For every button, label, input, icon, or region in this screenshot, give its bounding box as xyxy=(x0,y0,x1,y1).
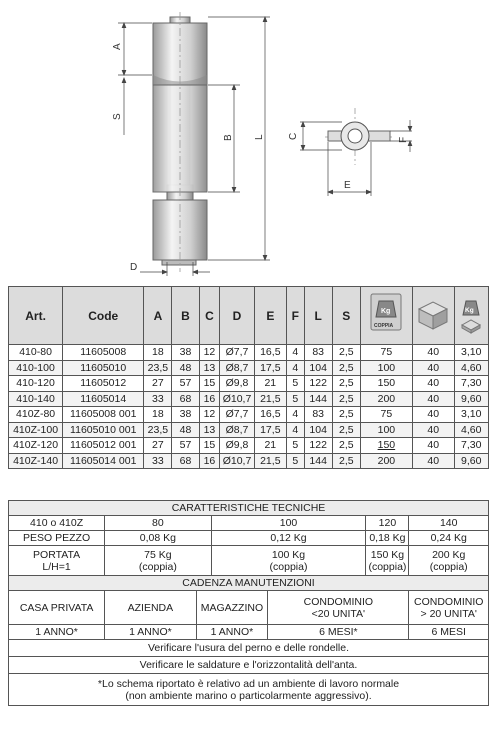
dim-label-f: F xyxy=(398,136,409,143)
note-welding: Verificare le saldature e l'orizzontalità dell'anta. xyxy=(9,657,489,674)
cell-capacity: 150 xyxy=(360,376,412,392)
hinge-top-view xyxy=(325,108,392,165)
capacity-140-value: 200 Kg xyxy=(432,548,466,561)
size-120: 120 xyxy=(366,516,409,531)
capacity-120-value: 150 Kg xyxy=(370,548,405,561)
maint-header-private xyxy=(9,591,105,625)
spec-table xyxy=(8,286,489,469)
cell-art: 410Z-140 xyxy=(9,453,63,469)
cell-a: 23,5 xyxy=(144,422,172,438)
maintenance-title: CADENZA MANUTENZIONI xyxy=(9,576,489,591)
cell-f: 4 xyxy=(286,422,304,438)
size-80: 80 xyxy=(105,516,211,531)
table-row xyxy=(9,407,489,423)
cell-l: 122 xyxy=(304,376,332,392)
cell-b: 68 xyxy=(172,391,199,407)
dim-label-e: E xyxy=(344,180,351,191)
footnote-line-2: (non ambiente marino o particolarmente aggressivo). xyxy=(125,689,372,702)
maint-condo-small: 6 MESI* xyxy=(268,625,409,640)
cell-art: 410Z-120 xyxy=(9,438,63,454)
cell-f: 4 xyxy=(286,360,304,376)
weight-label: PESO PEZZO xyxy=(9,531,105,546)
capacity-label-1: PORTATA xyxy=(33,548,81,561)
dim-label-a: A xyxy=(112,43,123,50)
cell-d: Ø9,8 xyxy=(220,376,254,392)
cell-c: 13 xyxy=(199,360,220,376)
maint-company: 1 ANNO* xyxy=(105,625,196,640)
cell-e: 21,5 xyxy=(254,453,286,469)
dim-label-c: C xyxy=(288,132,299,140)
dim-label-s: S xyxy=(112,113,123,120)
hinge-technical-drawing xyxy=(0,0,496,282)
cell-f: 4 xyxy=(286,407,304,423)
cell-c: 15 xyxy=(199,438,220,454)
maint-condo-large: 6 MESI xyxy=(409,625,489,640)
cell-b: 48 xyxy=(172,360,199,376)
maint-header-condo-small-text: CONDOMINIO <20 UNITA' xyxy=(303,595,374,620)
cell-e: 17,5 xyxy=(254,360,286,376)
col-header-f: F xyxy=(286,287,304,345)
cell-s: 2,5 xyxy=(332,360,360,376)
model-label: 410 o 410Z xyxy=(9,516,105,531)
maint-header-company-text: AZIENDA xyxy=(127,601,174,614)
unit-weight-kg: Kg xyxy=(465,306,474,314)
cell-f: 5 xyxy=(286,376,304,392)
cell-packaging: 40 xyxy=(412,438,454,454)
cell-capacity: 100 xyxy=(360,360,412,376)
cell-s: 2,5 xyxy=(332,422,360,438)
capacity-120-unit: (coppia) xyxy=(368,560,407,573)
cell-l: 144 xyxy=(304,391,332,407)
dim-label-l: L xyxy=(254,134,265,140)
cell-capacity: 75 xyxy=(360,345,412,361)
col-header-unit-weight xyxy=(454,287,488,345)
cell-c: 12 xyxy=(199,407,220,423)
weight-80: 0,08 Kg xyxy=(105,531,211,546)
cell-code: 11605012 001 xyxy=(63,438,144,454)
col-header-l: L xyxy=(304,287,332,345)
cell-packaging: 40 xyxy=(412,345,454,361)
cell-unit-weight: 7,30 xyxy=(454,438,488,454)
col-header-code: Code xyxy=(63,287,144,345)
cell-packaging: 40 xyxy=(412,407,454,423)
packaging-box-icon xyxy=(415,297,451,331)
cell-code: 11605014 xyxy=(63,391,144,407)
capacity-80 xyxy=(105,546,211,576)
cell-a: 27 xyxy=(144,376,172,392)
cell-capacity: 200 xyxy=(360,391,412,407)
cell-d: Ø8,7 xyxy=(220,422,254,438)
cell-l: 122 xyxy=(304,438,332,454)
weight-120: 0,18 Kg xyxy=(366,531,409,546)
maint-header-condo-large xyxy=(409,591,489,625)
cell-f: 5 xyxy=(286,391,304,407)
cell-unit-weight: 4,60 xyxy=(454,422,488,438)
footnote xyxy=(9,674,489,706)
cell-e: 21 xyxy=(254,438,286,454)
size-100: 100 xyxy=(211,516,366,531)
cell-art: 410-80 xyxy=(9,345,63,361)
table-row xyxy=(9,376,489,392)
cell-a: 23,5 xyxy=(144,360,172,376)
table-row xyxy=(9,453,489,469)
cell-c: 13 xyxy=(199,422,220,438)
cell-unit-weight: 7,30 xyxy=(454,376,488,392)
cell-c: 15 xyxy=(199,376,220,392)
cell-capacity: 150 xyxy=(360,438,412,454)
weight-icon-kg: Kg xyxy=(381,308,391,315)
cell-code: 11605010 001 xyxy=(63,422,144,438)
cell-capacity: 100 xyxy=(360,422,412,438)
cell-art: 410-100 xyxy=(9,360,63,376)
cell-f: 5 xyxy=(286,438,304,454)
capacity-80-unit: (coppia) xyxy=(138,560,177,573)
cell-c: 16 xyxy=(199,453,220,469)
weight-capacity-icon xyxy=(369,291,403,337)
cell-s: 2,5 xyxy=(332,438,360,454)
cell-d: Ø7,7 xyxy=(220,345,254,361)
cell-e: 17,5 xyxy=(254,422,286,438)
col-header-capacity xyxy=(360,287,412,345)
table-row xyxy=(9,360,489,376)
cell-s: 2,5 xyxy=(332,453,360,469)
cell-code: 11605008 001 xyxy=(63,407,144,423)
cell-art: 410Z-100 xyxy=(9,422,63,438)
col-header-packaging xyxy=(412,287,454,345)
weight-100: 0,12 Kg xyxy=(211,531,366,546)
col-header-art: Art. xyxy=(9,287,63,345)
cell-b: 38 xyxy=(172,407,199,423)
capacity-80-value: 75 Kg xyxy=(144,548,172,561)
cell-code: 11605010 xyxy=(63,360,144,376)
dim-label-b: B xyxy=(223,134,234,141)
cell-a: 33 xyxy=(144,453,172,469)
capacity-100-unit: (coppia) xyxy=(269,560,308,573)
cell-s: 2,5 xyxy=(332,345,360,361)
note-pin-wear: Verificare l'usura del perno e delle rondelle. xyxy=(9,640,489,657)
cell-packaging: 40 xyxy=(412,360,454,376)
maint-header-warehouse xyxy=(196,591,268,625)
cell-art: 410Z-80 xyxy=(9,407,63,423)
cell-l: 104 xyxy=(304,360,332,376)
cell-a: 33 xyxy=(144,391,172,407)
cell-e: 16,5 xyxy=(254,345,286,361)
cell-b: 57 xyxy=(172,376,199,392)
dim-label-d: D xyxy=(130,262,138,273)
size-140: 140 xyxy=(409,516,489,531)
cell-d: Ø9,8 xyxy=(220,438,254,454)
cell-art: 410-140 xyxy=(9,391,63,407)
table-row xyxy=(9,438,489,454)
cell-unit-weight: 3,10 xyxy=(454,407,488,423)
cell-unit-weight: 3,10 xyxy=(454,345,488,361)
cell-e: 21,5 xyxy=(254,391,286,407)
cell-l: 83 xyxy=(304,407,332,423)
cell-code: 11605014 001 xyxy=(63,453,144,469)
cell-d: Ø10,7 xyxy=(220,453,254,469)
cell-l: 144 xyxy=(304,453,332,469)
capacity-140-unit: (coppia) xyxy=(429,560,468,573)
cell-s: 2,5 xyxy=(332,407,360,423)
cell-packaging: 40 xyxy=(412,422,454,438)
cell-art: 410-120 xyxy=(9,376,63,392)
capacity-100 xyxy=(211,546,366,576)
unit-weight-icon xyxy=(460,297,482,335)
cell-s: 2,5 xyxy=(332,376,360,392)
col-header-b: B xyxy=(172,287,199,345)
cell-unit-weight: 4,60 xyxy=(454,360,488,376)
maint-warehouse: 1 ANNO* xyxy=(196,625,268,640)
maint-header-condo-large-text: CONDOMINIO > 20 UNITA' xyxy=(413,595,484,620)
cell-c: 12 xyxy=(199,345,220,361)
cell-b: 48 xyxy=(172,422,199,438)
cell-c: 16 xyxy=(199,391,220,407)
weight-icon-coppia: COPPIA xyxy=(374,323,394,329)
cell-packaging: 40 xyxy=(412,376,454,392)
col-header-d: D xyxy=(220,287,254,345)
footnote-line-1: *Lo schema riportato è relativo ad un ambiente di lavoro normale xyxy=(97,677,400,690)
col-header-a: A xyxy=(144,287,172,345)
cell-unit-weight: 9,60 xyxy=(454,391,488,407)
cell-e: 16,5 xyxy=(254,407,286,423)
cell-b: 68 xyxy=(172,453,199,469)
table-row xyxy=(9,422,489,438)
cell-a: 18 xyxy=(144,407,172,423)
cell-l: 104 xyxy=(304,422,332,438)
table-row xyxy=(9,345,489,361)
cell-packaging: 40 xyxy=(412,453,454,469)
cell-f: 5 xyxy=(286,453,304,469)
cell-d: Ø7,7 xyxy=(220,407,254,423)
cell-capacity: 200 xyxy=(360,453,412,469)
maint-header-condo-small xyxy=(268,591,409,625)
cell-s: 2,5 xyxy=(332,391,360,407)
cell-a: 27 xyxy=(144,438,172,454)
col-header-s: S xyxy=(332,287,360,345)
cell-b: 38 xyxy=(172,345,199,361)
capacity-100-value: 100 Kg xyxy=(271,548,306,561)
maint-private: 1 ANNO* xyxy=(9,625,105,640)
cell-code: 11605008 xyxy=(63,345,144,361)
cell-capacity: 75 xyxy=(360,407,412,423)
weight-140: 0,24 Kg xyxy=(409,531,489,546)
technical-characteristics-table xyxy=(8,500,489,706)
cell-a: 18 xyxy=(144,345,172,361)
maint-header-private-text: CASA PRIVATA xyxy=(19,601,94,614)
cell-unit-weight: 9,60 xyxy=(454,453,488,469)
capacity-140 xyxy=(409,546,489,576)
cell-l: 83 xyxy=(304,345,332,361)
col-header-e: E xyxy=(254,287,286,345)
maint-header-warehouse-text: MAGAZZINO xyxy=(200,601,264,614)
cell-b: 57 xyxy=(172,438,199,454)
tech-title: CARATTERISTICHE TECNICHE xyxy=(9,501,489,516)
maint-header-company xyxy=(105,591,196,625)
cell-d: Ø10,7 xyxy=(220,391,254,407)
table-row xyxy=(9,391,489,407)
cell-f: 4 xyxy=(286,345,304,361)
spec-header-row xyxy=(9,287,489,345)
cell-e: 21 xyxy=(254,376,286,392)
capacity-120 xyxy=(366,546,409,576)
cell-d: Ø8,7 xyxy=(220,360,254,376)
cell-packaging: 40 xyxy=(412,391,454,407)
cell-code: 11605012 xyxy=(63,376,144,392)
col-header-c: C xyxy=(199,287,220,345)
capacity-label xyxy=(9,546,105,576)
capacity-label-2: L/H=1 xyxy=(42,560,71,573)
